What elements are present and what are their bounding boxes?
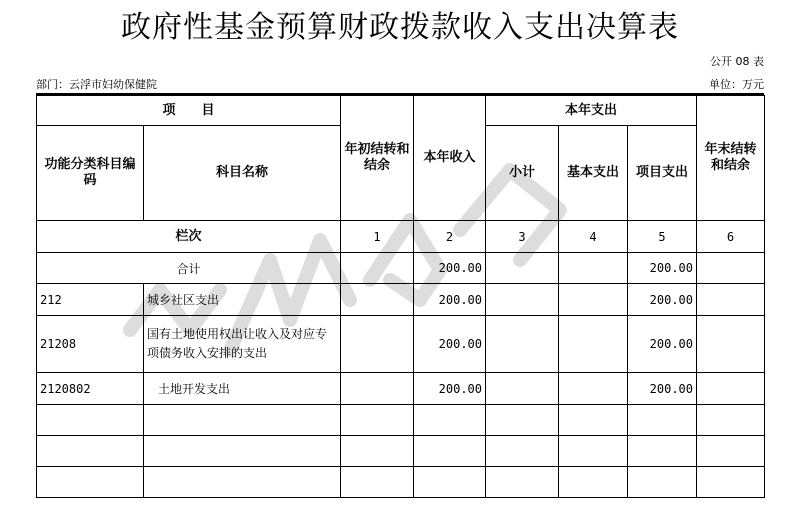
begin-balance-header: 年初结转和结余 xyxy=(341,96,414,221)
end-balance-header: 年末结转和结余 xyxy=(697,96,765,221)
project-expense-header: 项目支出 xyxy=(628,126,697,221)
code-header: 功能分类科目编码 xyxy=(37,126,144,221)
table-row xyxy=(37,316,765,373)
end-balance-cell xyxy=(697,373,765,405)
table-row xyxy=(37,284,765,316)
total-label: 合计 xyxy=(37,253,341,284)
column-index-row xyxy=(37,221,765,253)
empty-row xyxy=(37,405,765,436)
code-cell: 2120802 xyxy=(37,373,144,405)
empty-row xyxy=(37,467,765,498)
column-number: 4 xyxy=(559,221,628,253)
project-cell: 200.00 xyxy=(628,284,697,316)
subtotal-cell xyxy=(486,253,559,284)
name-cell: 城乡社区支出 xyxy=(144,284,341,316)
begin-balance-cell xyxy=(341,373,414,405)
total-row xyxy=(37,253,765,284)
name-cell: 土地开发支出 xyxy=(144,373,341,405)
end-balance-cell xyxy=(697,284,765,316)
income-cell: 200.00 xyxy=(414,373,486,405)
table-row xyxy=(37,373,765,405)
income-cell: 200.00 xyxy=(414,284,486,316)
begin-balance-cell xyxy=(341,316,414,373)
income-header: 本年收入 xyxy=(414,96,486,221)
header-row-1 xyxy=(37,96,765,126)
project-cell: 200.00 xyxy=(628,316,697,373)
basic-cell xyxy=(559,373,628,405)
column-number: 5 xyxy=(628,221,697,253)
begin-balance-cell xyxy=(341,253,414,284)
name-cell: 国有土地使用权出让收入及对应专项债务收入安排的支出 xyxy=(144,316,341,373)
basic-cell xyxy=(559,284,628,316)
column-number: 1 xyxy=(341,221,414,253)
subtotal-header: 小计 xyxy=(486,126,559,221)
end-balance-cell xyxy=(697,253,765,284)
basic-cell xyxy=(559,316,628,373)
name-header: 科目名称 xyxy=(144,126,341,221)
item-header: 项 目 xyxy=(37,96,341,126)
end-balance-cell xyxy=(697,316,765,373)
budget-table xyxy=(36,95,765,498)
code-cell: 21208 xyxy=(37,316,144,373)
income-cell: 200.00 xyxy=(414,316,486,373)
column-number: 2 xyxy=(414,221,486,253)
form-number: 公开 08 表 xyxy=(710,55,764,68)
subtotal-cell xyxy=(486,373,559,405)
column-number: 6 xyxy=(697,221,765,253)
unit-label: 单位：万元 xyxy=(709,78,764,91)
project-cell: 200.00 xyxy=(628,253,697,284)
column-index-label: 栏次 xyxy=(37,221,341,253)
project-cell: 200.00 xyxy=(628,373,697,405)
basic-cell xyxy=(559,253,628,284)
column-number: 3 xyxy=(486,221,559,253)
department-label: 部门：云浮市妇幼保健院 xyxy=(36,78,157,91)
begin-balance-cell xyxy=(341,284,414,316)
empty-row xyxy=(37,436,765,467)
subtotal-cell xyxy=(486,284,559,316)
subtotal-cell xyxy=(486,316,559,373)
basic-expense-header: 基本支出 xyxy=(559,126,628,221)
this-year-expense-header: 本年支出 xyxy=(486,96,697,126)
income-cell: 200.00 xyxy=(414,253,486,284)
code-cell: 212 xyxy=(37,284,144,316)
report-title: 政府性基金预算财政拨款收入支出决算表 xyxy=(121,10,679,45)
